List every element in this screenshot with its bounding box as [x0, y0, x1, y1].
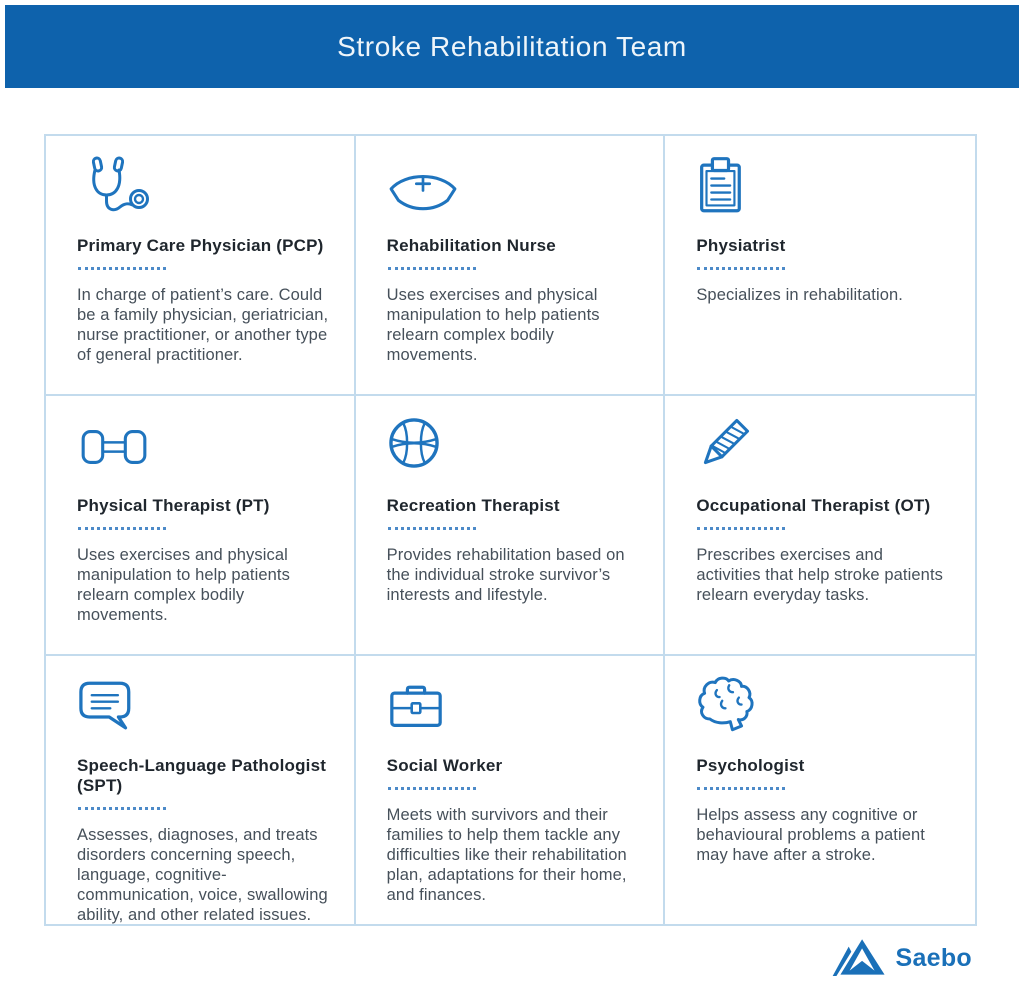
dotted-divider [388, 787, 476, 790]
card-description: Helps assess any cognitive or behavioural problems a patient may have after a stroke. [696, 806, 925, 864]
card-description: Uses exercises and physical manipulation to help patients relearn complex bodily movements. [77, 546, 290, 624]
card-description: Meets with survivors and their families to help them tackle any difficulties like their rehabilitation plan, adaptations for their home, and finances. [386, 806, 627, 904]
card-speech-language-pathologist [46, 656, 356, 924]
card-occupational-therapist [665, 396, 975, 656]
pencil-icon [696, 416, 951, 480]
card-psychologist [665, 656, 975, 924]
card-description: In charge of patient’s care. Could be a family physician, geriatrician, nurse practitioner, or another type of general practitioner. [77, 286, 329, 364]
team-grid [44, 134, 977, 926]
clipboard-icon [696, 156, 951, 220]
brain-icon [696, 676, 951, 740]
brand-name: Saebo [895, 943, 972, 972]
card-title: Psychologist [696, 756, 805, 775]
card-description: Provides rehabilitation based on the individual stroke survivor’s interests and lifestyle. [386, 546, 625, 604]
card-description: Specializes in rehabilitation. [696, 286, 903, 304]
dotted-divider [697, 527, 785, 530]
dotted-divider [388, 267, 476, 270]
card-rehabilitation-nurse [356, 136, 666, 396]
card-primary-care-physician [46, 136, 356, 396]
basketball-icon [387, 416, 640, 480]
dotted-divider [388, 527, 476, 530]
card-recreation-therapist [356, 396, 666, 656]
mountain-icon [830, 935, 887, 981]
page-title: Stroke Rehabilitation Team [337, 30, 687, 62]
card-title: Primary Care Physician (PCP) [77, 236, 324, 255]
briefcase-icon [387, 676, 640, 740]
stethoscope-icon [77, 156, 330, 220]
card-title: Recreation Therapist [386, 496, 560, 515]
dotted-divider [78, 807, 166, 810]
nurse-cap-icon [387, 156, 640, 220]
card-description: Uses exercises and physical manipulation to help patients relearn complex bodily movements. [386, 286, 600, 364]
card-title: Physiatrist [696, 236, 786, 255]
dotted-divider [697, 267, 785, 270]
card-title: Physical Therapist (PT) [77, 496, 270, 515]
speech-bubble-icon [77, 676, 330, 740]
card-description: Assesses, diagnoses, and treats disorders concerning speech, language, cognitive-communication, voice, swallowing ability, and other related issues. [77, 826, 328, 924]
card-title: Social Worker [386, 756, 503, 775]
card-description: Prescribes exercises and activities that help stroke patients relearn everyday tasks. [696, 546, 943, 604]
card-title: Occupational Therapist (OT) [696, 496, 931, 515]
card-social-worker [356, 656, 666, 924]
brand-logo [830, 935, 972, 981]
header-band [5, 5, 1019, 88]
card-title: Rehabilitation Nurse [386, 236, 556, 255]
card-physiatrist [665, 136, 975, 396]
dumbbell-icon [77, 416, 330, 480]
card-physical-therapist [46, 396, 356, 656]
card-title: Speech-Language Pathologist (SPT) [77, 756, 327, 795]
dotted-divider [697, 787, 785, 790]
dotted-divider [78, 527, 166, 530]
dotted-divider [78, 267, 166, 270]
